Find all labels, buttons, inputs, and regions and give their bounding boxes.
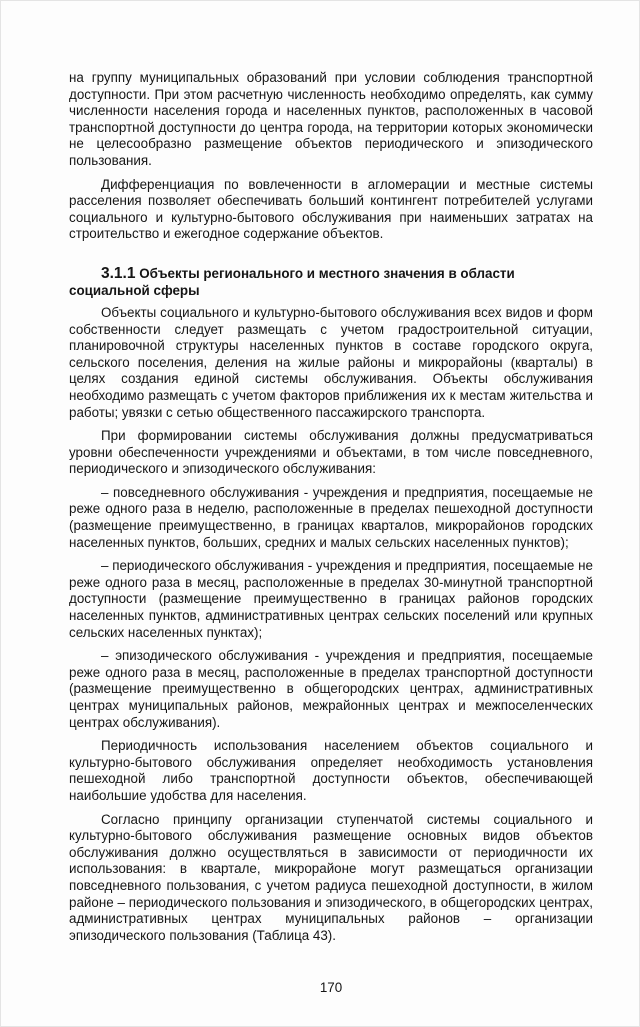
paragraph-stepped-system: Согласно принципу организации ступенчатой системы социального и культурно-бытового обслуживания размещение основных видов объектов обслуживания должно осуществляться в зависимости от периодичности их использования: в квартале, микрорайоне могут размещаться организации повседневного пользования, с учетом радиуса пешеходной доступности, в жилом районе – периодического пользования и эпизодического, в общегородских центрах, административных центрах муниципальных районов – организации эпизодического пользования (Таблица 43). xyxy=(69,811,593,943)
paragraph-objects: Объекты социального и культурно-бытового обслуживания всех видов и форм собственности следует размещать с учетом градостроительной ситуации, планировочной структуры населенных пунктов в составе городского округа, сельского поселения, деления на жилые районы и микрорайоны (кварталы) в целях создания единой системы обслуживания. Объекты обслуживания необходимо размещать с учетом факторов приближения их к местам жительства и работы; увязки с сетью общественного пассажирского транспорта. xyxy=(69,304,593,420)
paragraph-intro: на группу муниципальных образований при условии соблюдения транспортной доступности. При этом расчетную численность необходимо определять, как сумму численности населения города и населенных пунктов, расположенных в часовой транспортной доступности до центра города, на территории которых экономически не целесообразно размещение объектов периодического и эпизодического пользования. xyxy=(69,70,593,168)
list-item-episodic: – эпизодического обслуживания - учреждения и предприятия, посещаемые реже одного раза в месяц, расположенные в пределах транспортной доступности (размещение преимущественно в общегородских центрах, административных центрах муниципальных районов, межрайонных центрах и межпоселенческих центрах обслуживания). xyxy=(69,648,593,730)
section-heading xyxy=(69,265,593,299)
paragraph-periodicity: Периодичность использования населением объектов социального и культурно-бытового обслуживания определяет необходимость установления пешеходной либо транспортной доступности объектов, обеспечивающей наибольшие удобства для населения. xyxy=(69,738,593,803)
list-item-daily: – повседневного обслуживания - учреждения и предприятия, посещаемые не реже одного раза в неделю, расположенные в пределах пешеходной доступности (размещение преимущественно, в границах кварталов, микрорайонов городских населенных пунктов, больших, средних и малых сельских населенных пунктов); xyxy=(69,484,593,550)
paragraph-differentiation: Дифференциация по вовлеченности в агломерации и местные системы расселения позволяет обеспечивать больший контингент потребителей услугами социального и культурно-бытового обслуживания при наименьших затратах на строительство и ежегодное содержание объектов. xyxy=(69,176,593,242)
list-item-periodic: – периодического обслуживания - учреждения и предприятия, посещаемые не реже одного раза в месяц, расположенные в пределах 30-минутной транспортной доступности (размещение преимущественно в границах районов городских населенных пунктов, административных центрах сельских поселений или крупных сельских населенных пунктах); xyxy=(69,558,593,640)
section-number: 3.1.1 xyxy=(101,264,136,282)
paragraph-service-levels: При формировании системы обслуживания должны предусматриваться уровни обеспеченности учреждениями и объектами, в том числе повседневного, периодического и эпизодического обслуживания: xyxy=(69,428,593,477)
page-number: 170 xyxy=(319,980,343,996)
section-title: Объекты регионального и местного значения в области социальной сферы xyxy=(69,265,515,298)
